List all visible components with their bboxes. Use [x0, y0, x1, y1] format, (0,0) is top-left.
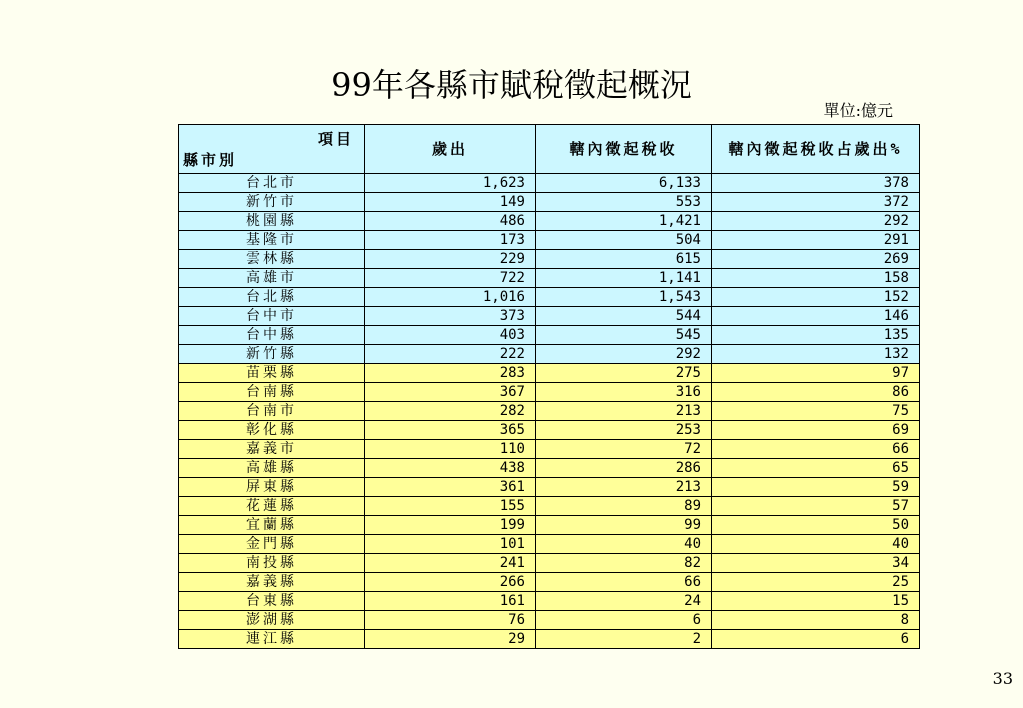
- table-row: [179, 573, 920, 592]
- region-name-cell: 新竹市: [179, 193, 365, 212]
- tax-ratio-cell: 6: [712, 630, 920, 649]
- tax-revenue-cell: 6: [536, 611, 712, 630]
- tax-ratio-cell: 146: [712, 307, 920, 326]
- region-name-cell: 嘉義縣: [179, 573, 365, 592]
- region-name-cell: 彰化縣: [179, 421, 365, 440]
- expenditure-cell: 110: [365, 440, 536, 459]
- expenditure-cell: 283: [365, 364, 536, 383]
- table-row: [179, 440, 920, 459]
- expenditure-cell: 367: [365, 383, 536, 402]
- tax-ratio-cell: 8: [712, 611, 920, 630]
- table-row: [179, 364, 920, 383]
- region-name-cell: 連江縣: [179, 630, 365, 649]
- region-name-cell: 花蓮縣: [179, 497, 365, 516]
- region-name-cell: 台南市: [179, 402, 365, 421]
- table-row: [179, 630, 920, 649]
- tax-ratio-cell: 158: [712, 269, 920, 288]
- tax-revenue-cell: 545: [536, 326, 712, 345]
- unit-label: 單位:億元: [823, 101, 893, 120]
- tax-ratio-cell: 152: [712, 288, 920, 307]
- tax-revenue-cell: 40: [536, 535, 712, 554]
- table-row: [179, 326, 920, 345]
- table-row: [179, 535, 920, 554]
- table-row: [179, 516, 920, 535]
- region-name-cell: 桃園縣: [179, 212, 365, 231]
- tax-ratio-cell: 40: [712, 535, 920, 554]
- table-row: [179, 174, 920, 193]
- tax-ratio-cell: 59: [712, 478, 920, 497]
- expenditure-cell: 373: [365, 307, 536, 326]
- tax-ratio-cell: 132: [712, 345, 920, 364]
- region-name-cell: 宜蘭縣: [179, 516, 365, 535]
- table-row: [179, 383, 920, 402]
- region-name-cell: 台中縣: [179, 326, 365, 345]
- corner-header-region: 縣市別: [183, 151, 238, 169]
- table-row: [179, 459, 920, 478]
- tax-revenue-cell: 72: [536, 440, 712, 459]
- tax-revenue-cell: 6,133: [536, 174, 712, 193]
- tax-ratio-cell: 372: [712, 193, 920, 212]
- table-row: [179, 288, 920, 307]
- tax-ratio-cell: 69: [712, 421, 920, 440]
- tax-revenue-cell: 89: [536, 497, 712, 516]
- column-header-expenditure: 歲出: [365, 125, 536, 174]
- region-name-cell: 澎湖縣: [179, 611, 365, 630]
- expenditure-cell: 365: [365, 421, 536, 440]
- tax-revenue-cell: 1,141: [536, 269, 712, 288]
- expenditure-cell: 241: [365, 554, 536, 573]
- expenditure-cell: 1,623: [365, 174, 536, 193]
- expenditure-cell: 229: [365, 250, 536, 269]
- tax-ratio-cell: 291: [712, 231, 920, 250]
- tax-revenue-cell: 275: [536, 364, 712, 383]
- table-row: [179, 193, 920, 212]
- tax-revenue-cell: 82: [536, 554, 712, 573]
- tax-ratio-cell: 50: [712, 516, 920, 535]
- expenditure-cell: 149: [365, 193, 536, 212]
- region-name-cell: 南投縣: [179, 554, 365, 573]
- expenditure-cell: 266: [365, 573, 536, 592]
- tax-revenue-cell: 504: [536, 231, 712, 250]
- region-name-cell: 高雄縣: [179, 459, 365, 478]
- tax-revenue-cell: 544: [536, 307, 712, 326]
- table-row: [179, 592, 920, 611]
- expenditure-cell: 222: [365, 345, 536, 364]
- expenditure-cell: 1,016: [365, 288, 536, 307]
- table-row: [179, 231, 920, 250]
- region-name-cell: 台南縣: [179, 383, 365, 402]
- table-row: [179, 497, 920, 516]
- tax-revenue-cell: 1,421: [536, 212, 712, 231]
- tax-revenue-cell: 2: [536, 630, 712, 649]
- table-row: [179, 250, 920, 269]
- tax-ratio-cell: 135: [712, 326, 920, 345]
- table-row: [179, 478, 920, 497]
- table-row: [179, 345, 920, 364]
- tax-revenue-cell: 213: [536, 402, 712, 421]
- table-row: [179, 212, 920, 231]
- column-header-tax-revenue: 轄內徵起稅收: [536, 125, 712, 174]
- region-name-cell: 屏東縣: [179, 478, 365, 497]
- table-row: [179, 402, 920, 421]
- region-name-cell: 金門縣: [179, 535, 365, 554]
- tax-ratio-cell: 75: [712, 402, 920, 421]
- corner-header-item: 項目: [317, 130, 354, 148]
- tax-revenue-cell: 316: [536, 383, 712, 402]
- expenditure-cell: 722: [365, 269, 536, 288]
- region-name-cell: 台東縣: [179, 592, 365, 611]
- region-name-cell: 台北縣: [179, 288, 365, 307]
- tax-ratio-cell: 269: [712, 250, 920, 269]
- table-row: [179, 307, 920, 326]
- tax-revenue-cell: 615: [536, 250, 712, 269]
- tax-ratio-cell: 57: [712, 497, 920, 516]
- tax-revenue-cell: 99: [536, 516, 712, 535]
- region-name-cell: 基隆市: [179, 231, 365, 250]
- tax-revenue-cell: 1,543: [536, 288, 712, 307]
- expenditure-cell: 403: [365, 326, 536, 345]
- table-row: [179, 269, 920, 288]
- tax-revenue-cell: 553: [536, 193, 712, 212]
- region-name-cell: 新竹縣: [179, 345, 365, 364]
- expenditure-cell: 161: [365, 592, 536, 611]
- expenditure-cell: 173: [365, 231, 536, 250]
- region-name-cell: 苗栗縣: [179, 364, 365, 383]
- page-number: 33: [992, 669, 1013, 688]
- expenditure-cell: 155: [365, 497, 536, 516]
- tax-revenue-cell: 292: [536, 345, 712, 364]
- tax-revenue-cell: 24: [536, 592, 712, 611]
- tax-revenue-cell: 286: [536, 459, 712, 478]
- tax-revenue-cell: 213: [536, 478, 712, 497]
- tax-ratio-cell: 25: [712, 573, 920, 592]
- table-row: [179, 611, 920, 630]
- tax-revenue-cell: 66: [536, 573, 712, 592]
- expenditure-cell: 361: [365, 478, 536, 497]
- tax-ratio-cell: 15: [712, 592, 920, 611]
- table-header-row: [179, 125, 920, 174]
- region-name-cell: 嘉義市: [179, 440, 365, 459]
- tax-ratio-cell: 86: [712, 383, 920, 402]
- expenditure-cell: 199: [365, 516, 536, 535]
- corner-header-cell: [179, 125, 365, 174]
- table-row: [179, 421, 920, 440]
- table-row: [179, 554, 920, 573]
- column-header-tax-ratio: 轄內徵起稅收占歲出%: [712, 125, 920, 174]
- expenditure-cell: 282: [365, 402, 536, 421]
- tax-ratio-cell: 292: [712, 212, 920, 231]
- page-title: 99年各縣市賦稅徵起概況: [331, 66, 692, 104]
- region-name-cell: 台北市: [179, 174, 365, 193]
- tax-ratio-cell: 65: [712, 459, 920, 478]
- expenditure-cell: 486: [365, 212, 536, 231]
- tax-ratio-cell: 97: [712, 364, 920, 383]
- region-name-cell: 台中市: [179, 307, 365, 326]
- expenditure-cell: 101: [365, 535, 536, 554]
- table-body: [179, 174, 920, 649]
- region-name-cell: 高雄市: [179, 269, 365, 288]
- tax-table: [178, 124, 920, 649]
- tax-ratio-cell: 66: [712, 440, 920, 459]
- expenditure-cell: 29: [365, 630, 536, 649]
- tax-ratio-cell: 378: [712, 174, 920, 193]
- region-name-cell: 雲林縣: [179, 250, 365, 269]
- expenditure-cell: 438: [365, 459, 536, 478]
- expenditure-cell: 76: [365, 611, 536, 630]
- tax-ratio-cell: 34: [712, 554, 920, 573]
- tax-revenue-cell: 253: [536, 421, 712, 440]
